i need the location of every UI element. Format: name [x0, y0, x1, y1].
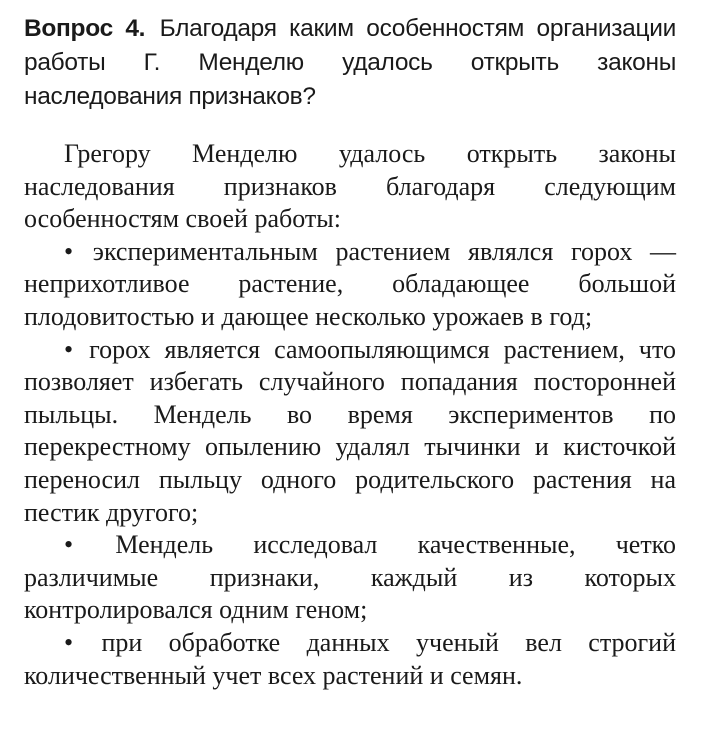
bullet-icon: • [64, 530, 74, 560]
question-paragraph [24, 12, 676, 114]
bullet-icon: • [64, 236, 74, 266]
question-label: Вопрос 4. [24, 15, 146, 42]
answer-item [24, 236, 676, 334]
textbook-page [24, 12, 676, 692]
bullet-icon: • [64, 334, 74, 364]
answer-item-text: Мендель исследовал качественные, четко различимые признаки, каждый из которых контролировался одним геном; [24, 530, 676, 625]
answer-intro: Грегору Менделю удалось открыть законы наследования признаков благодаря следующим особенностям своей работы: [24, 139, 676, 234]
answer-item-text: горох является самоопыляющимся растением, что позволяет избегать случайного попадания посторонней пыльцы. Мендель во время экспериментов по перекрестному опылению удалял тычинки и кисточкой переносил пыльцу одного родительского растения на пестик другого; [24, 334, 677, 527]
question-text: Благодаря каким особенностям организации работы Г. Менделю удалось открыть законы наследования признаков? [24, 15, 676, 110]
answer-item [24, 529, 676, 627]
answer-item [24, 627, 676, 692]
answer-item-text: при обработке данных ученый вел строгий количественный учет всех растений и семян. [24, 627, 677, 690]
bullet-icon: • [64, 627, 74, 657]
answer-item-text: экспериментальным растением являлся горох — неприхотливое растение, обладающее большой плодовитостью и дающее несколько урожаев в год; [24, 236, 676, 331]
answer-item [24, 334, 676, 530]
